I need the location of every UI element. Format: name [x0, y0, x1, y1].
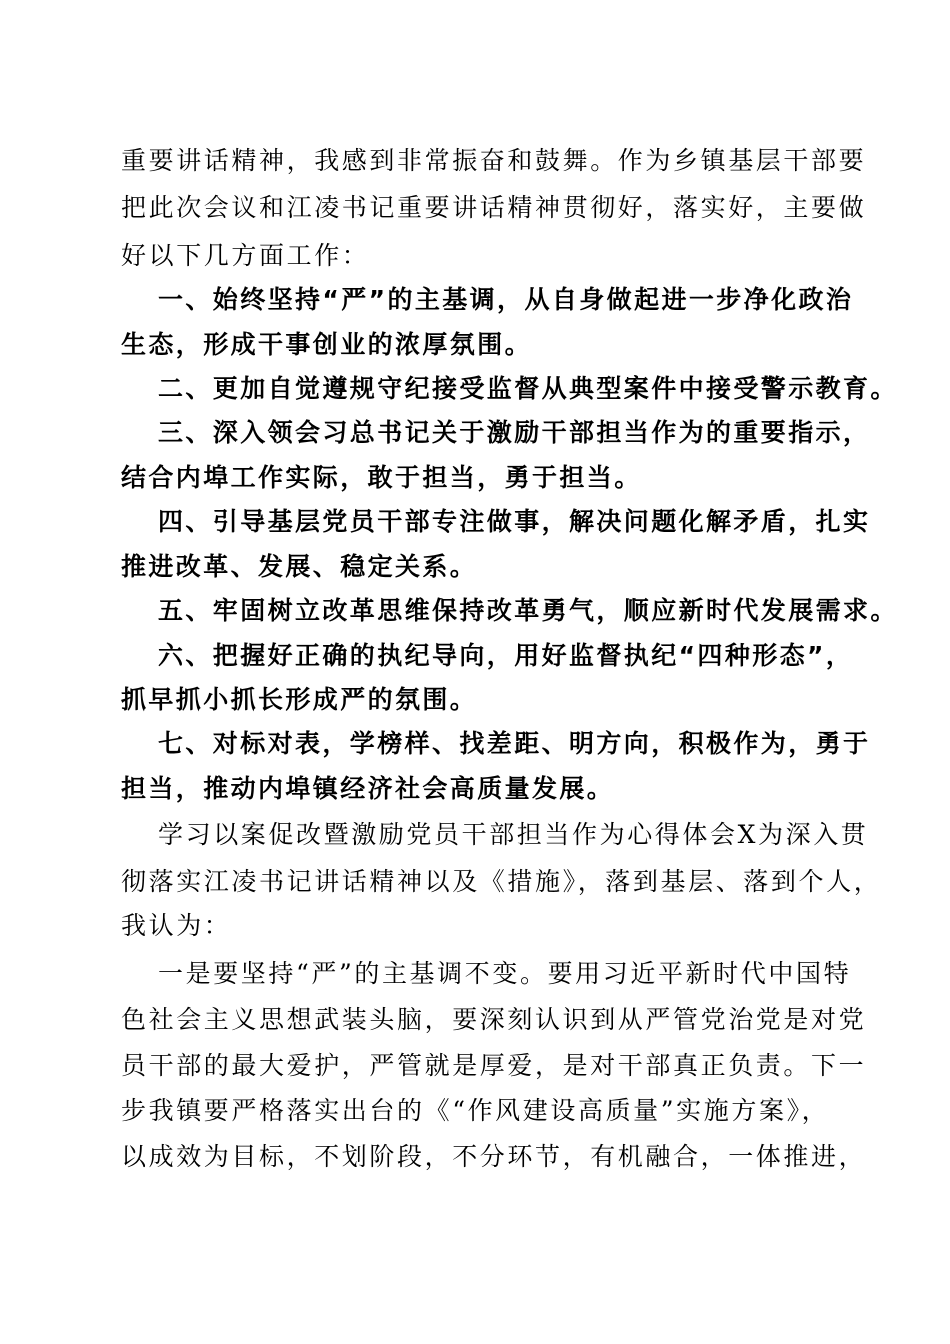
paragraph-reflection-line-1: 学习以案促改暨激励党员干部担当作为心得体会X为深入贯 — [158, 820, 869, 849]
paragraph-intro-line-2: 把此次会议和江凌书记重要讲话精神贯彻好，落实好，主要做 — [121, 193, 867, 222]
paragraph-first-point-line-5: 以成效为目标，不划阶段，不分环节，有机融合，一体推进， — [121, 1142, 867, 1171]
point-7-line-2: 担当，推动内埠镇经济社会高质量发展。 — [121, 774, 615, 803]
point-6-line-2: 抓早抓小抓长形成严的氛围。 — [121, 685, 478, 714]
point-3-line-2: 结合内埠工作实际，敢于担当，勇于担当。 — [121, 463, 642, 492]
point-4-line-2: 推进改革、发展、稳定关系。 — [121, 552, 478, 581]
paragraph-intro-line-1: 重要讲话精神，我感到非常振奋和鼓舞。作为乡镇基层干部要 — [121, 146, 867, 175]
paragraph-intro-line-3: 好以下几方面工作： — [121, 241, 370, 270]
paragraph-first-point-line-1: 一是要坚持“严”的主基调不变。要用习近平新时代中国特 — [158, 959, 852, 988]
point-4-line-1: 四、引导基层党员干部专注做事，解决问题化解矛盾，扎实 — [158, 507, 871, 536]
point-1-line-2: 生态，形成干事创业的浓厚氛围。 — [121, 330, 533, 359]
point-6-line-1: 六、把握好正确的执纪导向，用好监督执纪“四种形态”， — [158, 641, 854, 670]
point-7-line-1: 七、对标对表，学榜样、找差距、明方向，积极作为，勇于 — [158, 729, 871, 758]
point-5-line-1: 五、牢固树立改革思维保持改革勇气，顺应新时代发展需求。 — [158, 596, 898, 625]
point-1-line-1: 一、始终坚持“严”的主基调，从自身做起进一步净化政治 — [158, 285, 854, 314]
point-3-line-1: 三、深入领会习总书记关于激励干部担当作为的重要指示， — [158, 418, 871, 447]
paragraph-first-point-line-4: 步我镇要严格落实出台的《“作风建设高质量”实施方案》， — [121, 1096, 830, 1125]
paragraph-first-point-line-2: 色社会主义思想武装头脑，要深刻认识到从严管党治党是对党 — [121, 1005, 867, 1034]
paragraph-reflection-line-2: 彻落实江凌书记讲话精神以及《措施》，落到基层、落到个人， — [121, 867, 882, 896]
paragraph-reflection-line-3: 我认为： — [121, 911, 232, 940]
paragraph-first-point-line-3: 员干部的最大爱护，严管就是厚爱，是对干部真正负责。下一 — [121, 1051, 867, 1080]
point-2-line-1: 二、更加自觉遵规守纪接受监督从典型案件中接受警示教育。 — [158, 374, 898, 403]
